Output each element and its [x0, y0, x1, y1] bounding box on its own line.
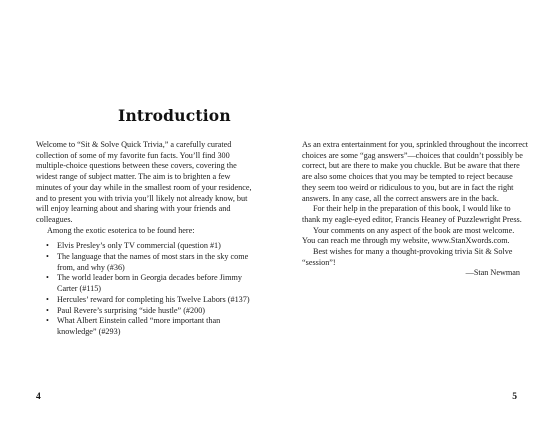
gag-answers-paragraph: As an extra entertainment for you, sprinkled throughout the incorrect choices are some “gag answers”—choices that couldn’t possibly be correct, but are there to make you chuckle. But be aware that there are also some choices that you may be tempted to reject because they seem too weird or ridiculous to you, but are in fact the right answers. In any case, all the correct answers are in the back.: [302, 140, 528, 203]
left-page: [0, 0, 273, 443]
comments-paragraph: Your comments on any aspect of the book are most welcome. You can reach me through my website, www.StanXwords.com.: [302, 225, 515, 246]
list-item: • The language that the names of most stars in the sky come from, and why (#36): [46, 252, 258, 273]
right-page: [274, 0, 547, 443]
author-signature: —Stan Newman: [465, 268, 520, 278]
thanks-paragraph: For their help in the preparation of this book, I would like to thank my eagle-eyed editor, Francis Heaney of Puzzlewright Press.: [302, 204, 522, 224]
esoterica-list: [36, 241, 258, 337]
left-text-column: [36, 140, 258, 338]
wishes-paragraph: Best wishes for many a thought-provoking trivia Sit & Solve “session”!: [302, 247, 513, 267]
list-item: • The world leader born in Georgia decades before Jimmy Carter (#115): [46, 273, 258, 294]
list-item: • Elvis Presley’s only TV commercial (question #1): [46, 241, 258, 252]
list-item: • What Albert Einstein called “more important than knowledge” (#293): [46, 316, 258, 337]
list-item: • Paul Revere’s surprising “side hustle” (#200): [46, 306, 258, 317]
page-number-left: 4: [36, 392, 41, 402]
intro-paragraph: Welcome to “Sit & Solve Quick Trivia,” a carefully curated collection of some of my favorite fun facts. You’ll find 300 multiple-choice questions between these covers, covering the widest range of subject matter. The aim is to brighten a few minutes of your day while in the smallest room of your residence, and to present you with trivia you’ll likely not already know, but will enjoy learning about and sharing with your friends and colleagues.: [36, 140, 252, 224]
esoterica-intro: Among the exotic esoterica to be found here:: [47, 225, 195, 235]
page-number-right: 5: [512, 392, 517, 402]
page-title: Introduction: [118, 106, 231, 125]
right-text-column: [302, 140, 528, 279]
list-item: • Hercules’ reward for completing his Twelve Labors (#137): [46, 295, 258, 306]
